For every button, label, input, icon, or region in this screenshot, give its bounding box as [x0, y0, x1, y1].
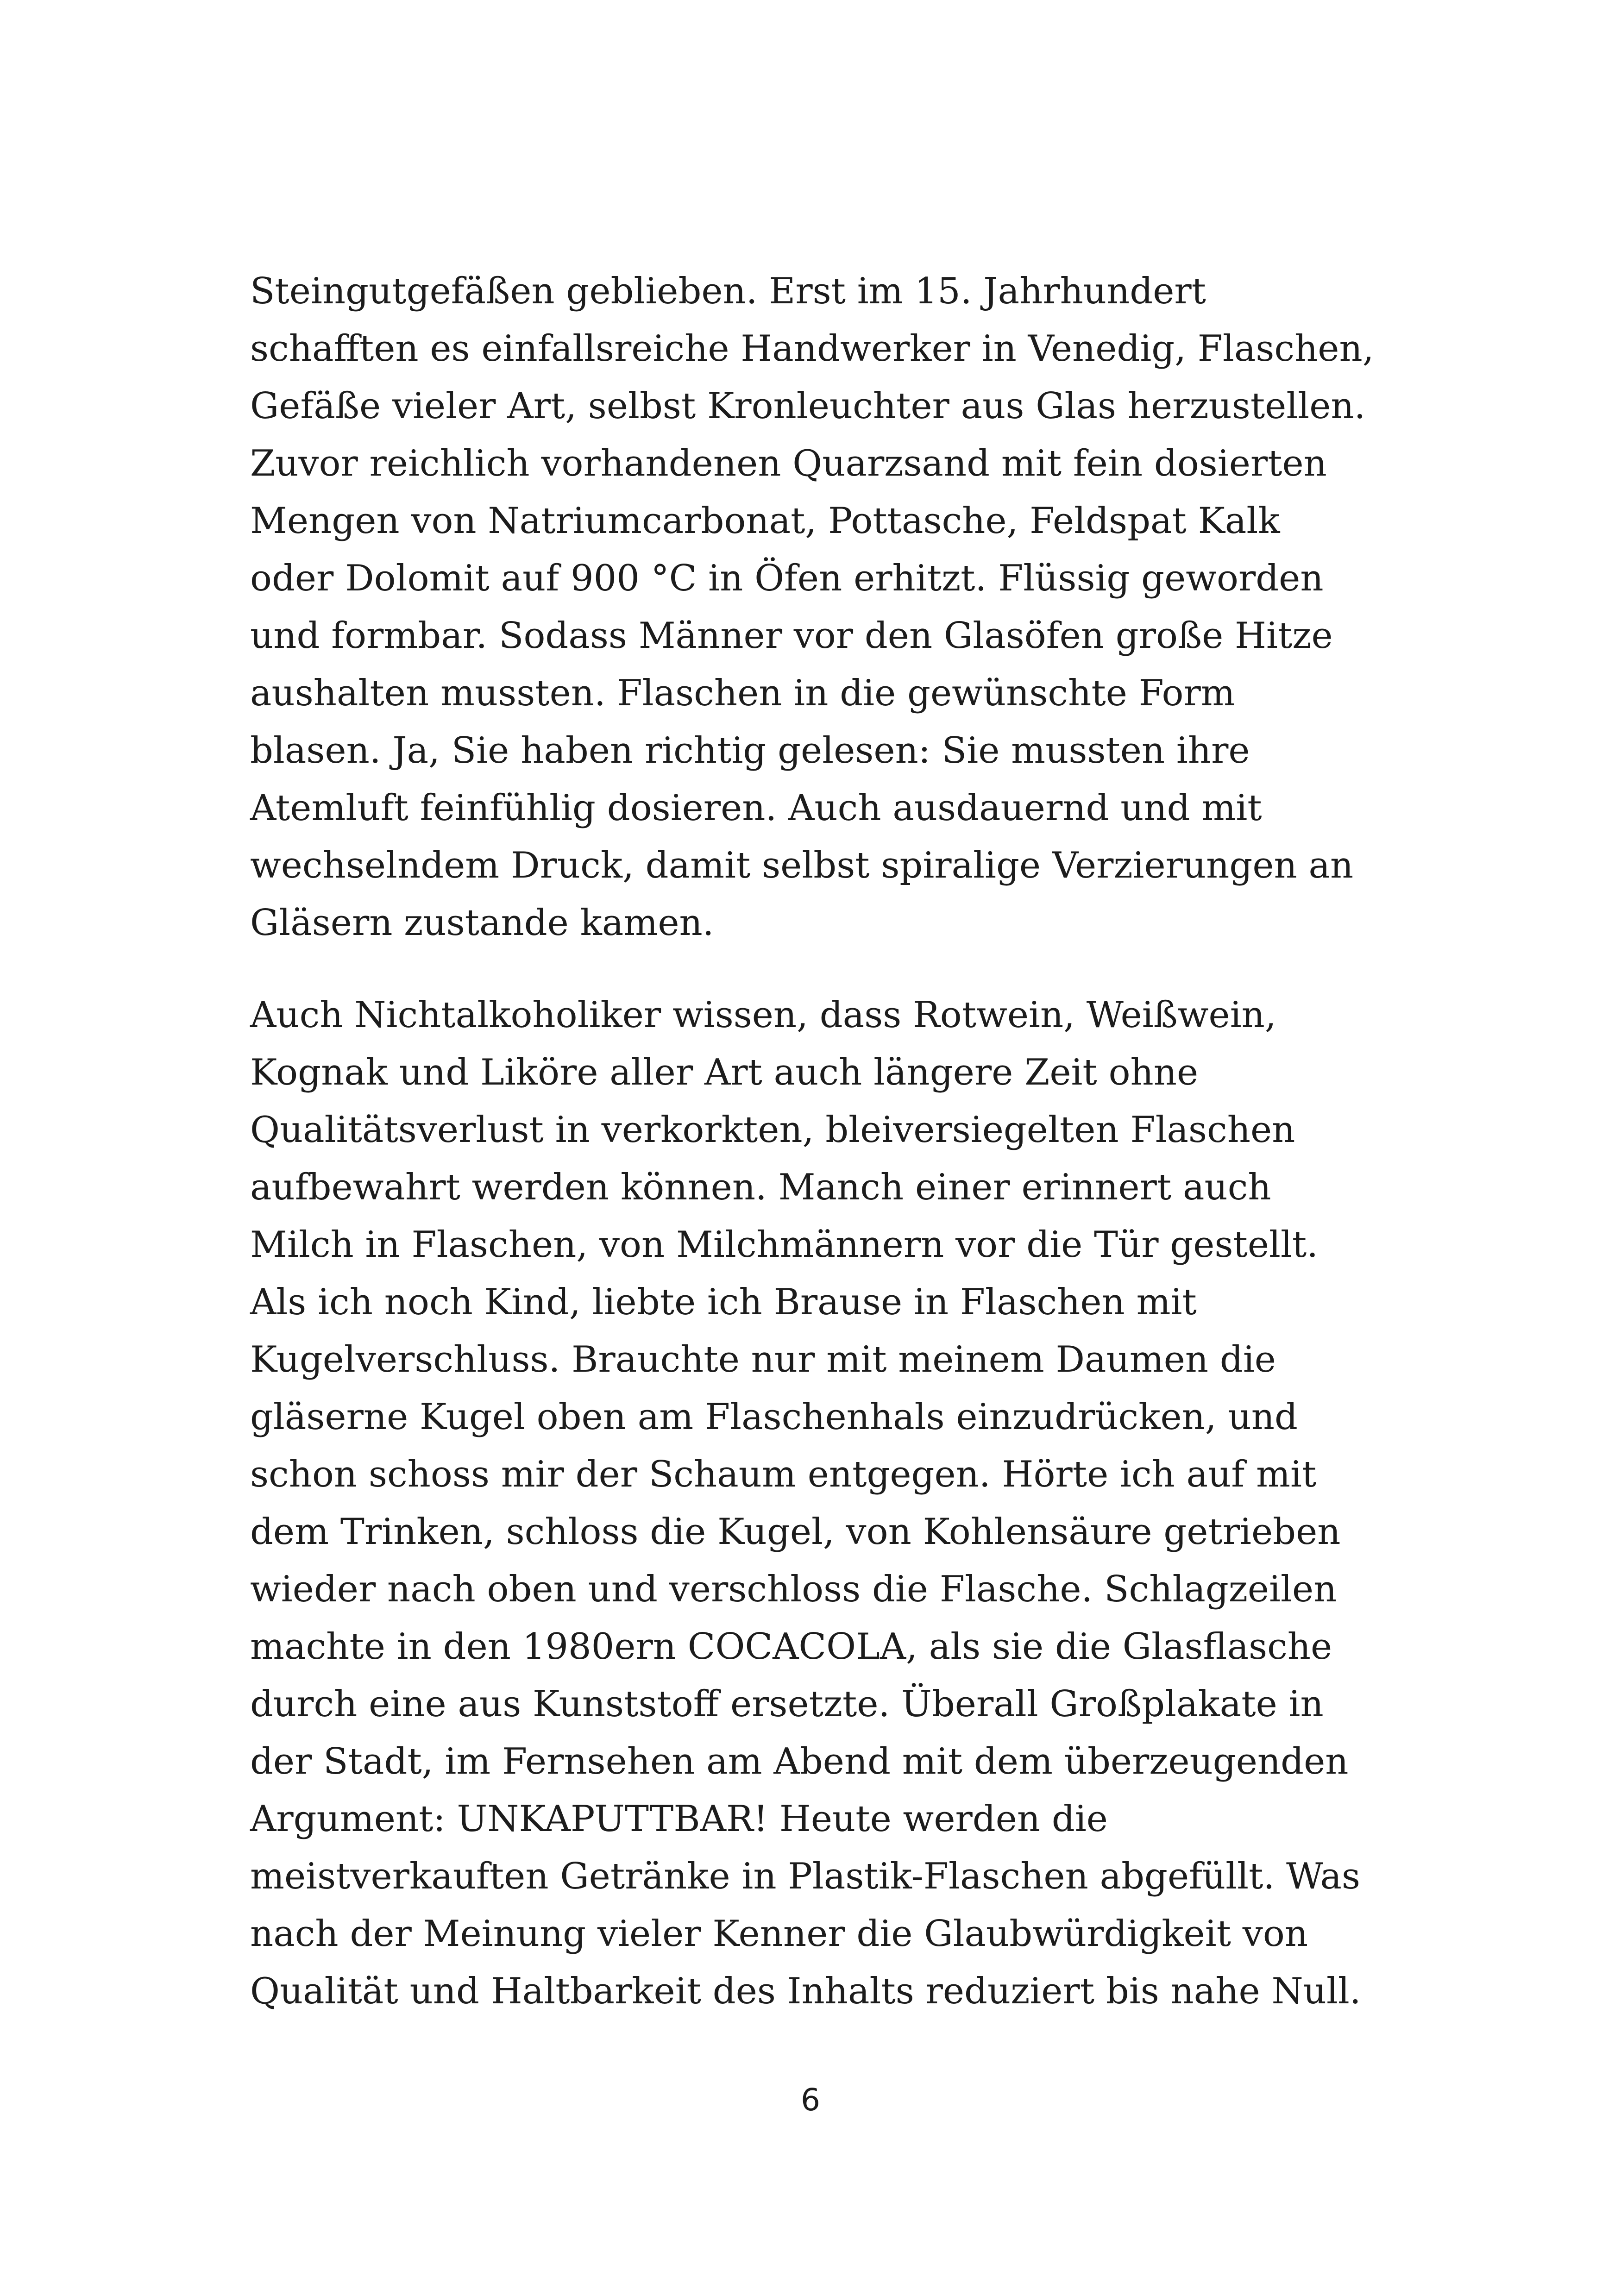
paragraph-line: Als ich noch Kind, liebte ich Brause in Flaschen mit [250, 1281, 1197, 1323]
paragraph-line: und formbar. Sodass Männer vor den Glasöfen große Hitze [250, 615, 1333, 657]
paragraph-line: meistverkauften Getränke in Plastik-Flaschen abgefüllt. Was [250, 1856, 1360, 1897]
paragraph-line: Mengen von Natriumcarbonat, Pottasche, Feldspat Kalk [250, 500, 1280, 542]
paragraph-line: Zuvor reichlich vorhandenen Quarzsand mit fein dosierten [250, 443, 1327, 484]
paragraph-line: schafften es einfallsreiche Handwerker in Venedig, Flaschen, [250, 328, 1374, 370]
paragraph-line: Gefäße vieler Art, selbst Kronleuchter aus Glas herzustellen. [250, 385, 1366, 427]
paragraph-line: oder Dolomit auf 900 °C in Öfen erhitzt. Flüssig geworden [250, 558, 1324, 599]
paragraph-line: Kugelverschluss. Brauchte nur mit meinem Daumen die [250, 1339, 1276, 1380]
paragraph-line: nach der Meinung vieler Kenner die Glaubwürdigkeit von [250, 1913, 1308, 1955]
paragraph-line: schon schoss mir der Schaum entgegen. Hörte ich auf mit [250, 1454, 1317, 1495]
paragraph-line: Qualitätsverlust in verkorkten, bleiversiegelten Flaschen [250, 1109, 1295, 1151]
paragraph-line: Kognak und Liköre aller Art auch längere Zeit ohne [250, 1052, 1199, 1093]
paragraph-line: wechselndem Druck, damit selbst spiralige Verzierungen an [250, 845, 1354, 886]
paragraph-line: Argument: UNKAPUTTBAR! Heute werden die [250, 1798, 1108, 1840]
paragraph-line: Gläsern zustande kamen. [250, 902, 714, 944]
paragraph-line: aushalten mussten. Flaschen in die gewünschte Form [250, 672, 1235, 714]
paragraph-line: machte in den 1980ern COCACOLA, als sie die Glasflasche [250, 1626, 1332, 1668]
paragraph-line: der Stadt, im Fernsehen am Abend mit dem überzeugenden [250, 1741, 1349, 1782]
paragraph-2 [250, 986, 1380, 2020]
paragraph-line: Milch in Flaschen, von Milchmännern vor die Tür gestellt. [250, 1224, 1319, 1266]
paragraph-line: wieder nach oben und verschloss die Flasche. Schlagzeilen [250, 1568, 1337, 1610]
paragraph-line: aufbewahrt werden können. Manch einer erinnert auch [250, 1167, 1271, 1208]
paragraph-line: dem Trinken, schloss die Kugel, von Kohlensäure getrieben [250, 1511, 1341, 1553]
paragraph-line: Qualität und Haltbarkeit des Inhalts reduziert bis nahe Null. [250, 1970, 1361, 2012]
paragraph-1 [250, 263, 1380, 952]
paragraph-line: blasen. Ja, Sie haben richtig gelesen: Sie mussten ihre [250, 730, 1250, 772]
paragraph-line: durch eine aus Kunststoff ersetzte. Überall Großplakate in [250, 1683, 1324, 1725]
paragraph-line: Steingutgefäßen geblieben. Erst im 15. Jahrhundert [250, 270, 1206, 312]
paragraph-line: gläserne Kugel oben am Flaschenhals einzudrücken, und [250, 1396, 1298, 1438]
paragraph-line: Atemluft feinfühlig dosieren. Auch ausdauernd und mit [250, 787, 1262, 829]
paragraph-line: Auch Nichtalkoholiker wissen, dass Rotwein, Weißwein, [250, 994, 1276, 1036]
page-number: 6 [801, 2082, 820, 2118]
